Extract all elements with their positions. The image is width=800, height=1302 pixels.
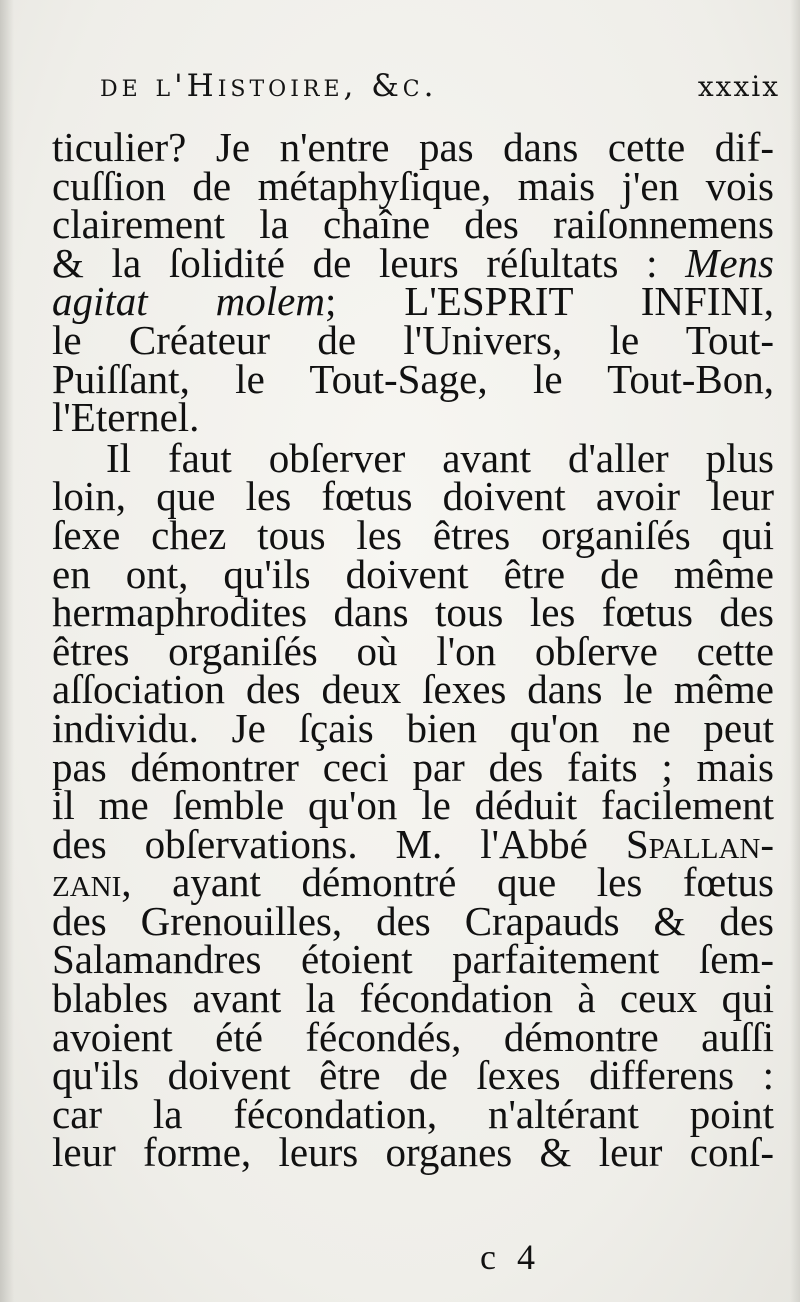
author-name-start: Spallan- bbox=[625, 820, 774, 867]
author-name-end: zani bbox=[52, 859, 122, 906]
text-line-5: agitat molem; L'ESPRIT INFINI, bbox=[52, 278, 774, 325]
page-gutter-shadow bbox=[0, 0, 14, 1302]
body-text bbox=[52, 124, 774, 1176]
text-line-8: l'Eternel. bbox=[52, 394, 200, 441]
text-line-17: pas démontrer ceci par des faits ; mais bbox=[52, 743, 774, 790]
text-line-25: qu'ils doivent être de ſexes differens : bbox=[52, 1052, 774, 1099]
text-line-19: des obſervations. M. l'Abbé Spallan- bbox=[52, 820, 774, 867]
latin-quote-end: agitat molem bbox=[52, 278, 325, 325]
text-line-20: zani, ayant démontré que les fœtus bbox=[52, 859, 774, 906]
page-edge-shadow bbox=[790, 0, 800, 1302]
text-line-3: clairement la chaîne des raiſonnemens bbox=[52, 201, 774, 248]
page-number: xxxix bbox=[697, 70, 780, 103]
text-line-27: leur forme, leurs organes & leur conſ- bbox=[52, 1129, 774, 1176]
text-line-4: & la ſolidité de leurs réſultats : Mens bbox=[52, 239, 774, 286]
text-line-11: ſexe chez tous les êtres organiſés qui bbox=[52, 511, 774, 558]
text-line-14: êtres organiſés où l'on obſerve cette bbox=[52, 627, 774, 674]
latin-quote-start: Mens bbox=[685, 239, 774, 286]
text-line-2: cuſſion de métaphyſique, mais j'en vois bbox=[52, 162, 774, 209]
text-line-10: loin, que les fœtus doivent avoir leur bbox=[52, 473, 774, 520]
text-line-16: individu. Je ſçais bien qu'on ne peut bbox=[52, 704, 774, 751]
running-title: de l'Histoire, &c. bbox=[100, 68, 438, 104]
text-line-24: avoient été fécondés, démontre auſſi bbox=[52, 1013, 774, 1060]
text-line-7: Puiſſant, le Tout-Sage, le Tout-Bon, bbox=[52, 355, 774, 402]
text-line-21: des Grenouilles, des Crapauds & des bbox=[52, 897, 774, 944]
text-line-9: Il faut obſerver avant d'aller plus bbox=[106, 434, 774, 481]
text-line-23: blables avant la fécondation à ceux qui bbox=[52, 975, 774, 1022]
text-line-18: il me ſemble qu'on le déduit facilement bbox=[52, 782, 774, 829]
text-line-26: car la fécondation, n'altérant point bbox=[52, 1090, 774, 1137]
text-line-12: en ont, qu'ils doivent être de même bbox=[52, 550, 774, 597]
signature-mark: c 4 bbox=[480, 1237, 541, 1277]
text-line-1: ticulier? Je n'entre pas dans cette dif- bbox=[52, 124, 774, 170]
text-line-15: aſſociation des deux ſexes dans le même bbox=[52, 666, 774, 713]
running-header bbox=[100, 68, 780, 118]
text-line-6: le Créateur de l'Univers, le Tout- bbox=[52, 316, 774, 363]
text-line-13: hermaphrodites dans tous les fœtus des bbox=[52, 589, 774, 636]
text-line-22: Salamandres étoient parfaitement ſem- bbox=[52, 936, 774, 983]
